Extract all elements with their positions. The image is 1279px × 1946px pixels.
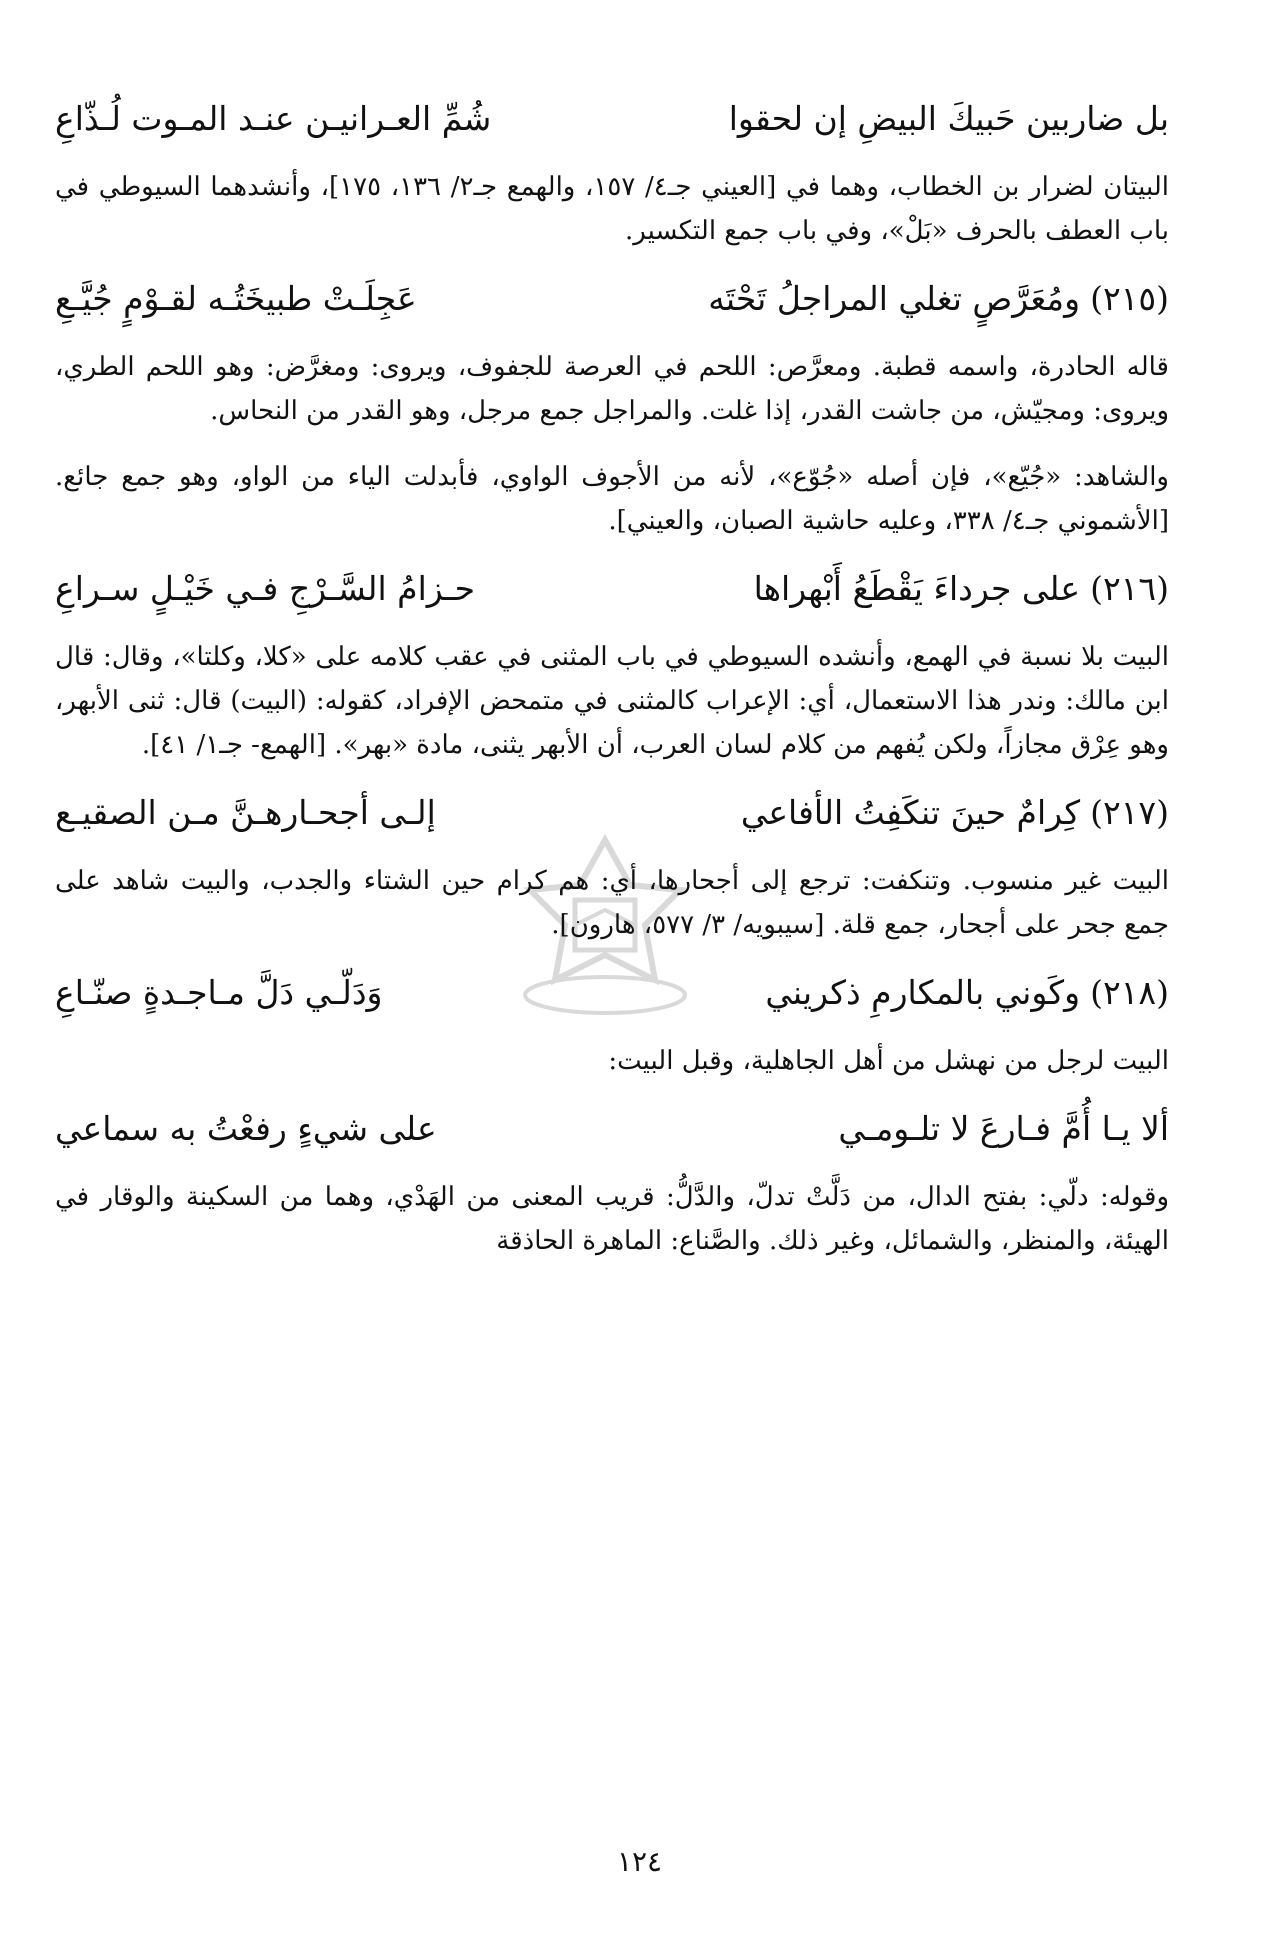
verse-hemistich-second: إلـى أجحـارهـنَّ مـن الصقيـع [55, 793, 436, 832]
verse-number: (٢١٧) [1090, 793, 1169, 832]
commentary-text: والشاهد: «جُيّع»، فإن أصله «جُوّع»، لأنه من الأجوف الواوي، فأبدلت الياء من الواو، وهو جمع جائع. [الأشموني جـ٤/ ٣٣٨، وعليه حاشية الصبان، والعيني]. [55, 462, 1169, 536]
verse-line [55, 969, 1169, 1017]
verse-line [55, 565, 1169, 613]
commentary-text: قاله الحادرة، واسمه قطبة. ومعرَّص: اللحم في العرصة للجفوف، ويروى: ومغرَّض: وهو اللحم الطري، ويروى: ومجيّش، من جاشت القدر، إذا غلت. والمراجل جمع مرجل، وهو القدر من النحاس. [55, 352, 1169, 426]
verse-hemistich-first: كِرامٌ حينَ تنكَفِتُ الأفاعي [740, 793, 1081, 832]
verse-hemistich-second: عَجِلَـتْ طبيخَتُـه لقـوْمٍ جُيَّـعِ [55, 279, 417, 318]
commentary-text: البيت بلا نسبة في الهمع، وأنشده السيوطي في باب المثنى في عقب كلامه على «كلا، وكلتا»، وقال: قال ابن مالك: وندر هذا الاستعمال، أي: الإعراب كالمثنى في متمحض الإفراد، كقوله: (البيت) قال: ثنى الأبهر، وهو عِرْق مجازاً، ولكن يُفهم من كلام لسان العرب، أن الأبهر يثنى، مادة «بهر». [الهمع- جـ١/ ٤١]. [55, 642, 1169, 760]
verse-hemistich-second: حـزامُ السَّـرْجِ فـي خَيْـلٍ سـراعِ [55, 569, 476, 608]
page-number: ١٢٤ [616, 1845, 663, 1878]
verse-number: (٢١٥) [1090, 279, 1169, 318]
commentary-text: وقوله: دلّي: بفتح الدال، من دَلَّتْ تدلّ، والدَّلُّ: قريب المعنى من الهَدْي، وهما من السكينة والوقار في الهيئة، والمنظر، والشمائل، وغير ذلك. والصَّناع: الماهرة الحاذقة [55, 1182, 1169, 1256]
verse-hemistich-first: بل ضاربين حَبيكَ البيضِ إن لحقوا [728, 99, 1169, 138]
verse-hemistich-first: وكَوني بالمكارمِ ذكريني [765, 973, 1081, 1012]
verse-number: (٢١٨) [1090, 973, 1169, 1012]
commentary-paragraph [55, 165, 1169, 253]
commentary-paragraph [55, 455, 1169, 543]
commentary-paragraph [55, 345, 1169, 433]
commentary-paragraph [55, 1175, 1169, 1263]
commentary-text: البيت غير منسوب. وتنكفت: ترجع إلى أجحارها، أي: هم كرام حين الشتاء والجدب، والبيت شاهد على جمع جحر على أجحار، جمع قلة. [سيبويه/ ٣/ ٥٧٧، هارون]. [55, 866, 1169, 940]
verse-hemistich-second: وَدَلّـي دَلَّ مـاجـدةٍ صنّـاعِ [55, 973, 383, 1012]
commentary-paragraph [55, 859, 1169, 947]
commentary-text: البيتان لضرار بن الخطاب، وهما في [العيني جـ٤/ ١٥٧، والهمع جـ٢/ ١٣٦، ١٧٥]، وأنشدهما السيوطي في باب العطف بالحرف «بَلْ»، وفي باب جمع التكسير. [55, 172, 1169, 246]
verse-line [55, 275, 1169, 323]
verse-hemistich-second: شُمِّ العـرانيـن عنـد المـوت لُـذّاعِ [55, 99, 492, 138]
verse-line [55, 789, 1169, 837]
commentary-paragraph [55, 635, 1169, 767]
verse-hemistich-first: على جرداءَ يَقْطَعُ أَبْهراها [753, 569, 1081, 608]
verse-line [55, 95, 1169, 143]
commentary-paragraph [55, 1039, 1169, 1083]
commentary-text: البيت لرجل من نهشل من أهل الجاهلية، وقبل البيت: [608, 1046, 1169, 1076]
page-content [55, 95, 1169, 1285]
verse-hemistich-second: على شيءٍ رفعْتُ به سماعي [55, 1109, 437, 1148]
verse-line [55, 1105, 1169, 1153]
verse-number: (٢١٦) [1090, 569, 1169, 608]
verse-hemistich-first: ألا يـا أُمَّ فـارعَ لا تلـومـي [838, 1109, 1169, 1148]
verse-hemistich-first: ومُعَرَّصٍ تغلي المراجلُ تَحْتَه [708, 279, 1081, 318]
